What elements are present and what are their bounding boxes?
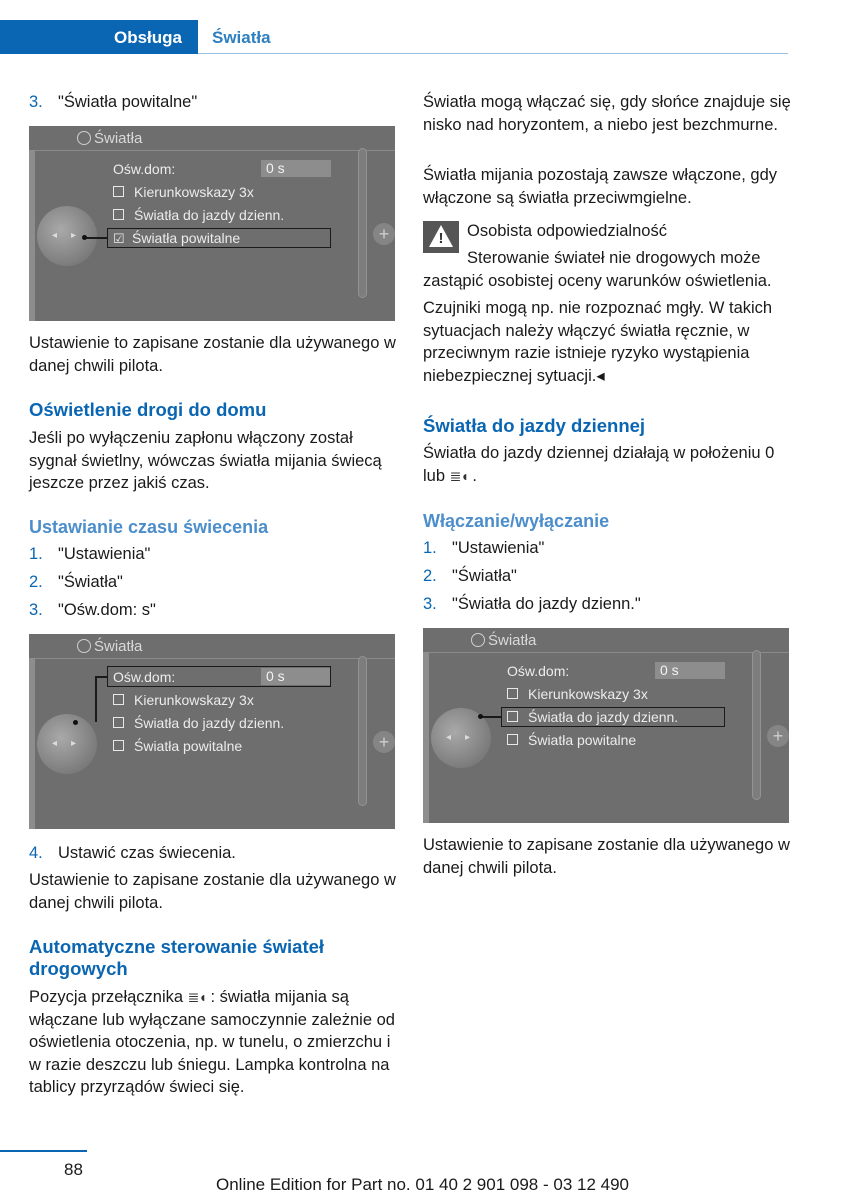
menu-row-oswdom: Ośw.dom: [507,663,570,679]
heading-on-off: Włączanie/wyłączanie [423,511,610,531]
menu-row-indicators: Kierunkowskazy 3x [507,686,648,702]
paragraph-fog: Światła mijania pozostają zawsze włączone, gdy włączone są światła przeciwmgielne. [423,166,778,207]
paragraph-daytime-lights: Światła do jazdy dziennej działają w położeniu 0 lub ≣◖ . [423,442,791,487]
controller-knob-icon: ◂ ▸ [37,206,97,266]
settings-gear-icon [77,131,91,145]
header-rule [198,53,788,54]
plus-icon: + [373,223,395,245]
edition-note: Online Edition for Part no. 01 40 2 901 098 - 03 12 490 [215,1175,629,1194]
selection-frame [501,707,725,727]
section-label: Światła [212,28,271,47]
warning-text: Sterowanie świateł nie drogowych może zastąpić osobistej oceny warunków oświetlenia. [423,249,772,290]
paragraph-home-lighting: Jeśli po wyłączeniu zapłonu włączony został sygnał świetlny, wówczas światła mijania świecą jeszcze przez jakiś czas. [29,429,382,492]
scroll-rail [358,148,367,298]
plus-icon: + [373,731,395,753]
paragraph-sun: Światła mogą włączać się, gdy słońce znajduje się nisko nad horyzontem, a niebo jest bezchmurne. [423,93,791,134]
settings-gear-icon [471,633,485,647]
page-number: 88 [64,1160,83,1179]
controller-knob-icon: ◂ ▸ [37,714,97,774]
menu-row-drl: Światła do jazdy dzienn. [113,207,284,223]
paragraph-sensors: Czujniki mogą np. nie rozpoznać mgły. W takich sytuacjach należy włączyć światła ręcznie, w przeciwnym razie istnieje ryzyko wystąpienia niebezpiecznej sytuacji.◂ [423,299,773,385]
menu-row-indicators: Kierunkowskazy 3x [113,184,254,200]
idrive-screen-welcome [29,126,395,321]
value-field: 0 s [261,160,331,177]
heading-set-duration: Ustawianie czasu świecenia [29,517,269,537]
menu-row-welcome: Światła powitalne [113,738,242,754]
menu-row-welcome: Światła powitalne [507,732,636,748]
scroll-rail [752,650,761,800]
selection-frame [107,228,331,248]
step-1-left: 1. "Ustawienia" [29,545,151,563]
plus-icon: + [767,725,789,747]
paragraph-saved-2: Ustawienie to zapisane zostanie dla używanego w danej chwili pilota. [29,871,396,912]
menu-row-drl: Światła do jazdy dzienn. [113,715,284,731]
chapter-label: Obsługa [113,28,182,47]
step-2-left: 2. "Światła" [29,573,123,591]
heading-daytime-lights: Światła do jazdy dziennej [423,415,646,436]
step-3-left: 3. "Ośw.dom: s" [29,601,156,619]
auto-headlight-icon: ≣◖ [187,989,206,1005]
warning-title: Osobista odpowiedzialność [467,222,667,240]
screen-title: Światła [77,130,142,147]
value-field: 0 s [261,668,331,685]
step-1-right: 1. "Ustawienia" [423,539,545,557]
step-4-left: 4. Ustawić czas świecenia. [29,844,236,862]
checked-icon: ☑ [113,231,125,246]
step-3-right: 3. "Światła do jazdy dzienn." [423,595,641,613]
menu-row-oswdom: Ośw.dom: [113,669,176,685]
idrive-screen-duration [29,634,395,829]
controller-knob-icon: ◂ ▸ [431,708,491,768]
settings-gear-icon [77,639,91,653]
heading-auto-headlights: Automatyczne sterowanie świateł drogowych [29,936,325,979]
menu-row-welcome: ☑ Światła powitalne [113,230,241,246]
menu-row-oswdom: Ośw.dom: [113,161,176,177]
footer-rule [0,1150,87,1152]
callout-line [95,676,108,678]
paragraph-saved-1: Ustawienie to zapisane zostanie dla używanego w danej chwili pilota. [29,334,396,375]
selection-frame [107,666,331,687]
callout-line [84,237,108,239]
menu-row-drl: Światła do jazdy dzienn. [507,709,678,725]
callout-line [481,716,502,718]
idrive-screen-drl [423,628,789,823]
step-2-right: 2. "Światła" [423,567,517,585]
paragraph-saved-3: Ustawienie to zapisane zostanie dla używanego w danej chwili pilota. [423,836,790,877]
auto-headlight-icon: ≣◖ [449,467,468,484]
menu-row-indicators: Kierunkowskazy 3x [113,692,254,708]
warning-triangle-icon: ! [423,221,459,253]
screen-title: Światła [471,632,536,649]
step-3-welcome: 3. "Światła powitalne" [29,93,198,111]
paragraph-auto-headlights: Pozycja przełącznika ≣◖ : światła mijania są włączane lub wyłączane samoczynnie zależnie od oświetlenia otoczenia, np. w tunelu, o zmierzchu i w razie deszczu lub śniegu. Lampka kontrolna na tablicy przyrządów świeci się. [29,988,395,1096]
chapter-tab [0,20,198,54]
value-field: 0 s [655,662,725,679]
scroll-rail [358,656,367,806]
screen-title: Światła [77,638,142,655]
heading-home-lighting: Oświetlenie drogi do domu [29,399,267,420]
